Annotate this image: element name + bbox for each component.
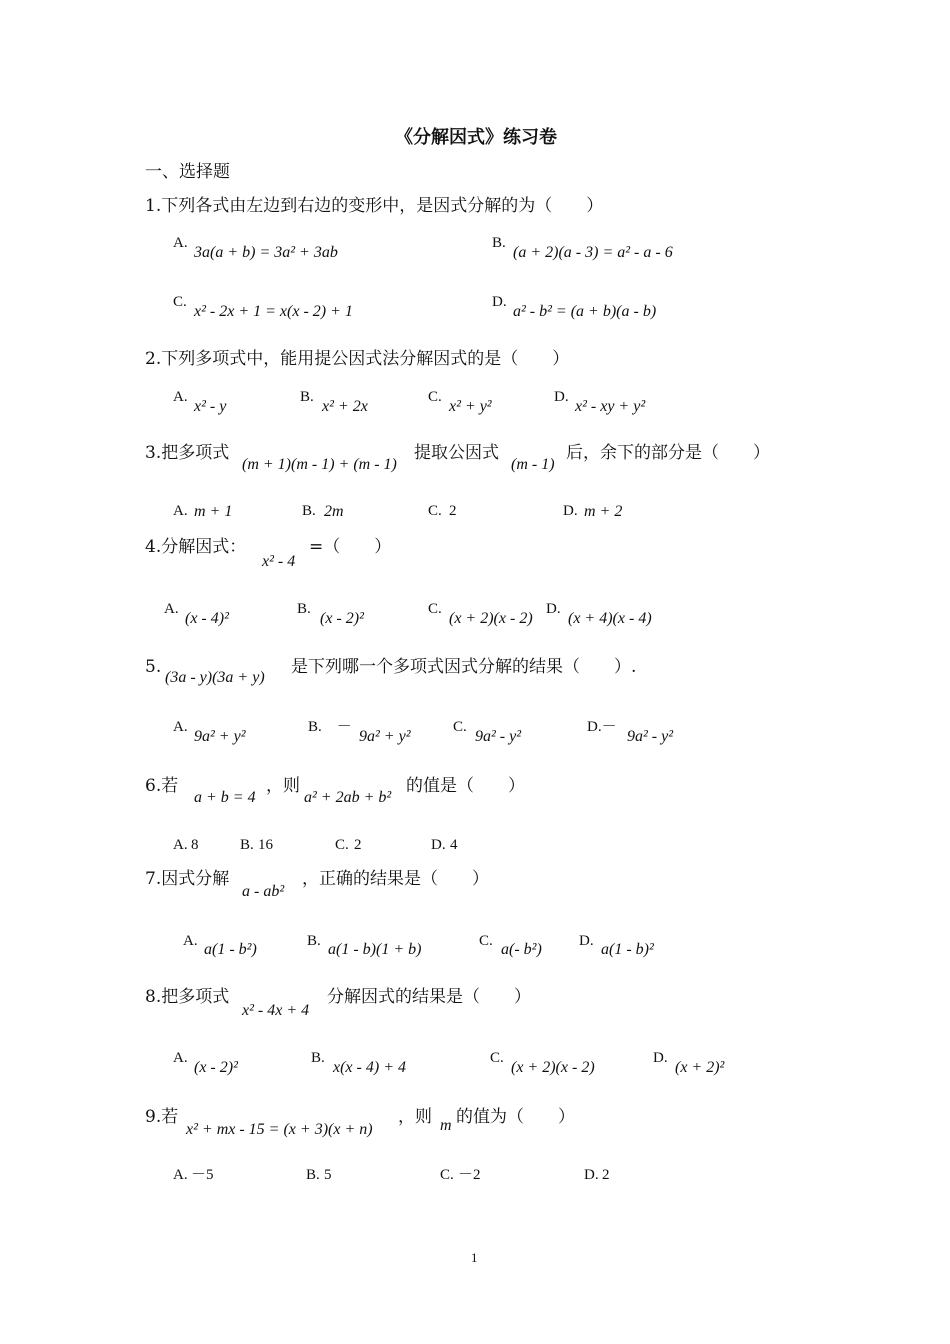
question-stem: 2.下列多项式中，能用提公因式法分解因式的是（ ） [145, 349, 570, 369]
option-label: C. [428, 503, 442, 519]
option-expression: 3a(a + b) = 3a² + 3ab [194, 244, 338, 261]
option-expression: (x + 2)² [675, 1059, 725, 1076]
stem-expression: x² + mx - 15 = (x + 3)(x + n) [186, 1121, 373, 1138]
option-label: A. [173, 837, 188, 853]
option-label: C. [428, 389, 442, 405]
option-expression: (x - 2)² [194, 1059, 238, 1076]
option-expression: a(1 - b²) [204, 941, 257, 958]
question-stem: 的值为（ ） [456, 1107, 575, 1127]
stem-expression: x² - 4 [262, 553, 296, 570]
option-label: C. [428, 601, 442, 617]
option-expression: 9a² - y² [475, 728, 522, 745]
option-expression: x² - y [194, 398, 227, 415]
stem-expression: (m - 1) [511, 456, 555, 473]
option-label: D. [584, 1167, 599, 1183]
option-label: A. [164, 601, 179, 617]
option-label: D. [563, 503, 578, 519]
option-label: D. [546, 601, 561, 617]
stem-expression: a - ab² [242, 883, 285, 900]
option-label: C. [440, 1167, 454, 1183]
option-label: B. [302, 503, 316, 519]
option-label: B. － [308, 719, 352, 735]
option-label: A. [173, 503, 188, 519]
question-stem: =（ ） [309, 537, 392, 557]
option-value: 5 [324, 1167, 332, 1183]
stem-expression: (3a - y)(3a + y) [165, 669, 265, 686]
question-stem: 5. [145, 657, 162, 677]
page-title: 《分解因式》练习卷 [395, 127, 557, 148]
option-label: B. [300, 389, 314, 405]
option-label: A. [173, 1050, 188, 1066]
option-label: A. [173, 235, 188, 251]
option-expression: 9a² + y² [194, 728, 246, 745]
question-stem: ，正确的结果是（ ） [302, 869, 489, 889]
question-stem: 后，余下的部分是（ ） [566, 443, 770, 463]
option-label: B. [306, 1167, 320, 1183]
option-expression: (x - 2)² [320, 610, 364, 627]
option-value: 16 [258, 837, 273, 853]
option-label: B. [307, 933, 321, 949]
question-stem: 4.分解因式： [145, 537, 247, 557]
option-label: B. [297, 601, 311, 617]
stem-expression: a + b = 4 [194, 789, 256, 806]
question-stem: 提取公因式 [414, 443, 499, 463]
question-stem: ，则 [398, 1107, 432, 1127]
option-expression: x² - 2x + 1 = x(x - 2) + 1 [194, 303, 353, 320]
question-stem: 1.下列各式由左边到右边的变形中，是因式分解的为（ ） [145, 196, 604, 216]
question-stem: 是下列哪一个多项式因式分解的结果（ ）. [291, 657, 637, 677]
option-value: 2 [602, 1167, 610, 1183]
option-label: D. [653, 1050, 668, 1066]
option-label: A. [173, 389, 188, 405]
question-stem: 9.若 [145, 1107, 179, 1127]
option-expression: 9a² + y² [359, 728, 411, 745]
question-stem: 的值是（ ） [406, 776, 525, 796]
option-label: A. [183, 933, 198, 949]
option-label: C. [335, 837, 349, 853]
option-expression: m + 2 [584, 503, 623, 520]
question-stem: 6.若 [145, 776, 179, 796]
option-label: A. [173, 1167, 188, 1183]
option-label: C. [453, 719, 467, 735]
option-value: 4 [450, 837, 458, 853]
stem-expression: x² - 4x + 4 [242, 1002, 310, 1019]
option-expression: x² + 2x [322, 398, 368, 415]
question-stem: 分解因式的结果是（ ） [327, 987, 531, 1007]
option-label: D.－ [587, 719, 617, 735]
option-value: －5 [191, 1167, 214, 1183]
option-expression: 9a² - y² [627, 728, 674, 745]
question-stem: 7.因式分解 [145, 869, 230, 889]
stem-expression: a² + 2ab + b² [304, 789, 392, 806]
option-label: C. [173, 294, 187, 310]
option-label: B. [240, 837, 254, 853]
stem-expression: (m + 1)(m - 1) + (m - 1) [242, 456, 397, 473]
option-value: 2 [354, 837, 362, 853]
option-expression: a(- b²) [501, 941, 542, 958]
option-expression: 2m [324, 503, 344, 520]
section-heading: 一、选择题 [145, 162, 230, 182]
option-expression: (x + 4)(x - 4) [568, 610, 652, 627]
option-expression: a(1 - b)² [601, 941, 654, 958]
option-expression: (x + 2)(x - 2) [449, 610, 533, 627]
option-expression: x(x - 4) + 4 [333, 1059, 406, 1076]
option-expression: a(1 - b)(1 + b) [328, 941, 422, 958]
option-label: C. [479, 933, 493, 949]
option-expression: (a + 2)(a - 3) = a² - a - 6 [513, 244, 673, 261]
option-expression: a² - b² = (a + b)(a - b) [513, 303, 657, 320]
option-label: D. [554, 389, 569, 405]
stem-expression: m [440, 1117, 452, 1134]
question-stem: 3.把多项式 [145, 443, 230, 463]
option-label: D. [492, 294, 507, 310]
option-expression: x² + y² [449, 398, 492, 415]
option-label: D. [579, 933, 594, 949]
option-expression: m + 1 [194, 503, 233, 520]
option-label: D. [431, 837, 446, 853]
option-label: B. [492, 235, 506, 251]
option-expression: x² - xy + y² [575, 398, 646, 415]
question-stem: 8.把多项式 [145, 987, 230, 1007]
option-label: B. [311, 1050, 325, 1066]
option-label: C. [490, 1050, 504, 1066]
option-expression: 2 [449, 503, 457, 519]
option-value: 8 [191, 837, 199, 853]
question-stem: ，则 [266, 776, 300, 796]
option-expression: (x + 2)(x - 2) [511, 1059, 595, 1076]
option-expression: (x - 4)² [185, 610, 229, 627]
page-number: 1 [471, 1250, 478, 1265]
option-value: －2 [458, 1167, 481, 1183]
option-label: A. [173, 719, 188, 735]
